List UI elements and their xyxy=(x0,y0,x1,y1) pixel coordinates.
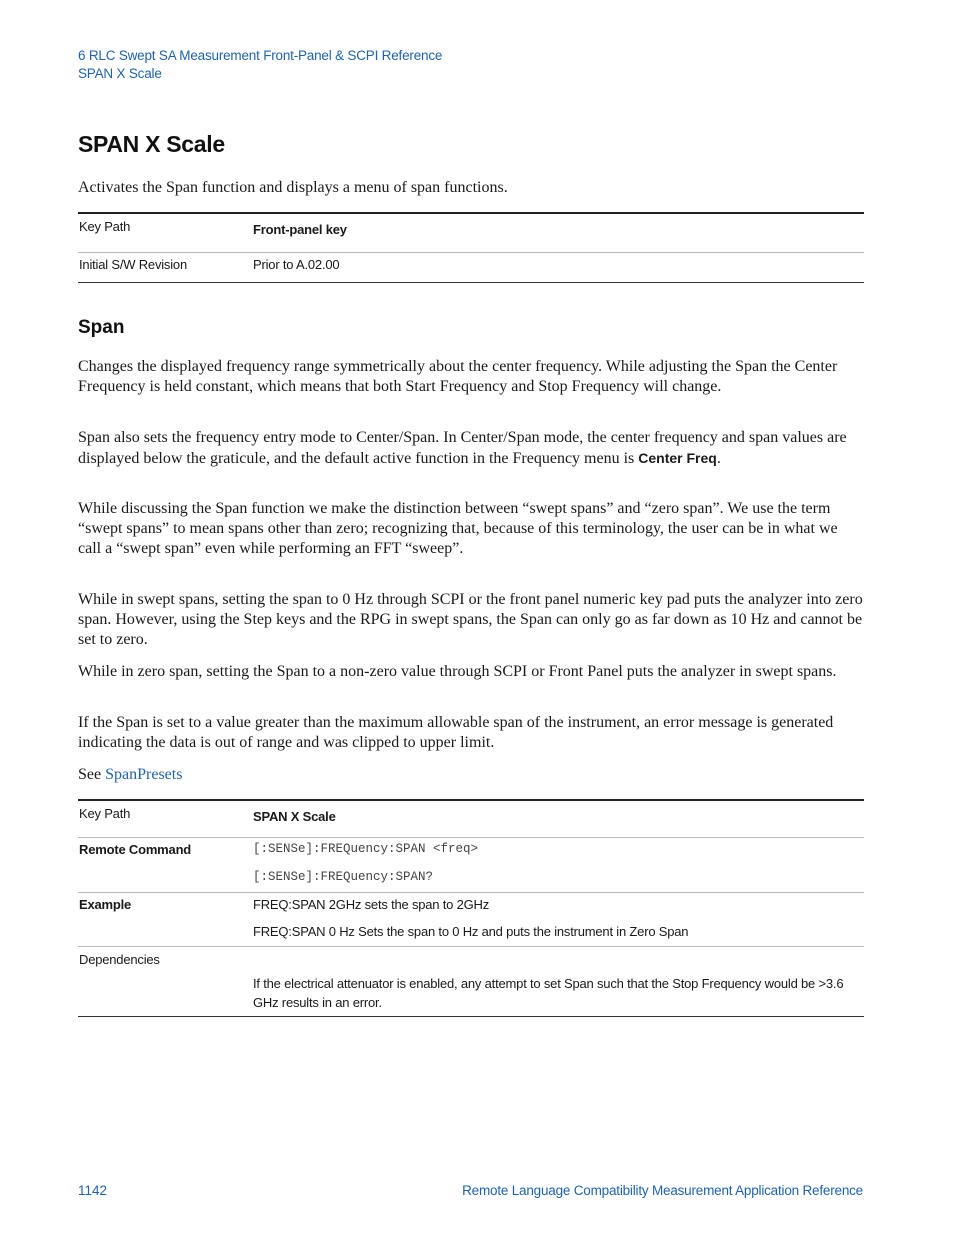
revision-value: Prior to A.02.00 xyxy=(253,253,864,283)
table-row xyxy=(78,838,864,867)
table-row xyxy=(78,800,864,838)
table-row xyxy=(78,893,864,921)
table-row xyxy=(78,970,864,1017)
example-2: FREQ:SPAN 0 Hz Sets the span to 0 Hz and puts the instrument in Zero Span xyxy=(253,924,689,939)
table-row xyxy=(78,213,864,253)
dependencies-text: If the electrical attenuator is enabled, any attempt to set Span such that the Stop Frequency would be >3.6 GHz results in an error. xyxy=(253,970,864,1017)
intro-paragraph: Activates the Span function and displays a menu of span functions. xyxy=(78,179,508,196)
span-paragraph-5: While in zero span, setting the Span to a non-zero value through SCPI or Front Panel puts the analyzer in swept spans. xyxy=(78,663,837,680)
example-label: Example xyxy=(78,893,253,921)
span-paragraph-6: If the Span is set to a value greater than the maximum allowable span of the instrument, an error message is generated indicating the data is out of range and was clipped to upper limit. xyxy=(78,714,834,751)
example-1: FREQ:SPAN 2GHz sets the span to 2GHz xyxy=(253,893,864,921)
footer-doc-title: Remote Language Compatibility Measurement Application Reference xyxy=(462,1183,863,1198)
key-path-table xyxy=(78,212,864,283)
paragraph-text: Span also sets the frequency entry mode to Center/Span. In Center/Span mode, the center frequency and span values are displayed below the graticule, and the default active function in the Frequency menu is xyxy=(78,429,847,467)
table-row xyxy=(78,920,864,947)
table-row xyxy=(78,947,864,971)
remote-command-set: [:SENSe]:FREQuency:SPAN <freq> xyxy=(253,838,864,867)
paragraph-text: . xyxy=(716,450,721,467)
key-path-label: Key Path xyxy=(78,213,253,253)
see-also xyxy=(78,765,864,785)
page-number: 1142 xyxy=(78,1183,108,1198)
remote-command-query: [:SENSe]:FREQuency:SPAN? xyxy=(253,870,434,884)
span-paragraph-3: While discussing the Span function we make the distinction between “swept spans” and “zero span”. We use the term “swept spans” to mean spans other than zero; recognizing that, because of this terminology, the user can be in what we call a “swept span” even while performing an FFT “sweep”. xyxy=(78,500,838,557)
span-paragraph-2 xyxy=(78,428,864,469)
page-title: SPAN X Scale xyxy=(78,131,225,157)
dependencies-label: Dependencies xyxy=(78,947,253,971)
key-path-label: Key Path xyxy=(78,800,253,838)
revision-label: Initial S/W Revision xyxy=(78,253,253,283)
span-heading: Span xyxy=(78,317,125,338)
running-header xyxy=(78,47,442,83)
center-freq-key: Center Freq xyxy=(638,450,717,466)
span-presets-link[interactable]: SpanPresets xyxy=(105,766,183,783)
remote-command-label: Remote Command xyxy=(78,838,253,867)
key-path-value: Front-panel key xyxy=(253,213,864,253)
chapter-line: 6 RLC Swept SA Measurement Front-Panel & SCPI Reference xyxy=(78,48,443,63)
table-row xyxy=(78,866,864,893)
key-path-value: SPAN X Scale xyxy=(253,800,864,838)
table-row xyxy=(78,253,864,283)
span-paragraph-4: While in swept spans, setting the span to 0 Hz through SCPI or the front panel numeric key pad puts the analyzer into zero span. However, using the Step keys and the RPG in swept spans, the Span can only go as far down as 10 Hz and cannot be set to zero. xyxy=(78,591,863,648)
section-line: SPAN X Scale xyxy=(78,66,162,81)
span-paragraph-1: Changes the displayed frequency range symmetrically about the center frequency. While adjusting the Span the Center Frequency is held constant, which means that both Start Frequency and Stop Frequency will change. xyxy=(78,358,838,395)
see-prefix: See xyxy=(78,766,106,783)
span-command-table xyxy=(78,799,864,1017)
